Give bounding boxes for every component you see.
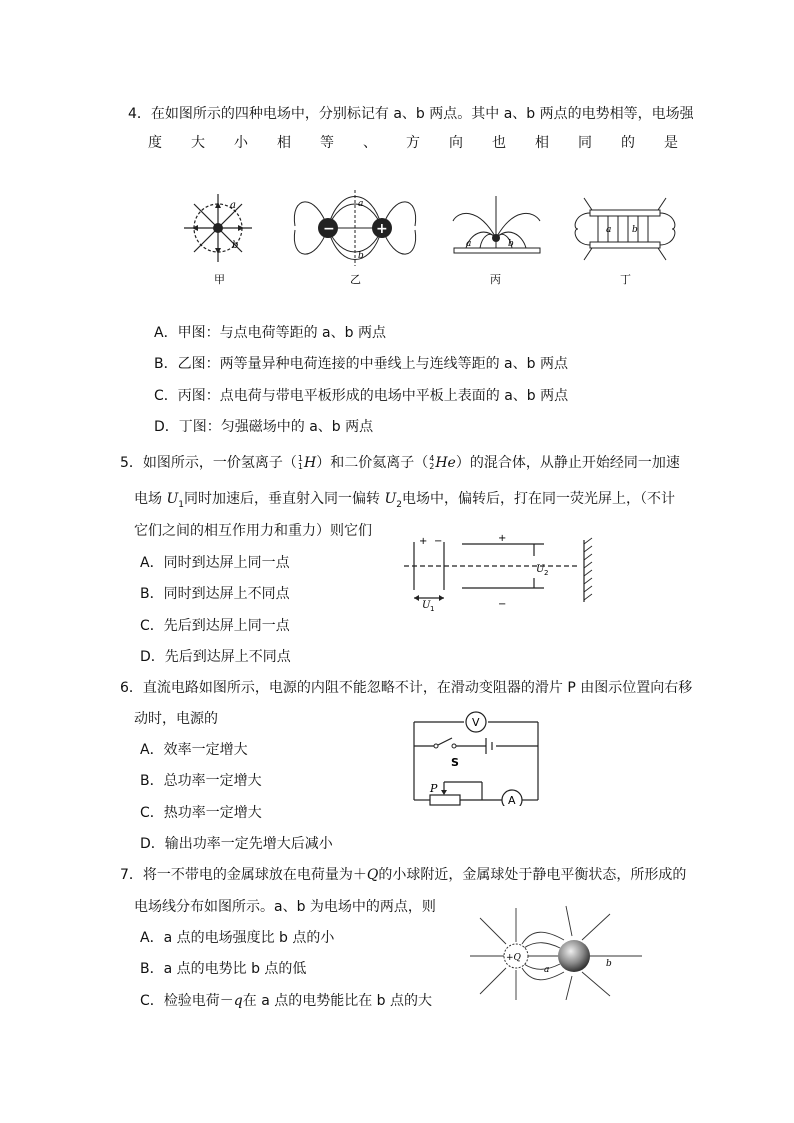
- q7-option-c[interactable]: [140, 990, 432, 1010]
- q5-fig-plate-plus: +: [498, 533, 507, 544]
- u2-subscript: 2: [396, 499, 402, 510]
- q5-option-b[interactable]: B．同时到达屏上不同点: [140, 586, 290, 602]
- q4-char: 小: [234, 135, 248, 151]
- voltmeter-label: V: [472, 716, 480, 729]
- figure-ding: [570, 186, 680, 286]
- yi-plus: +: [376, 221, 388, 237]
- u1-subscript: 1: [178, 499, 184, 510]
- q5-stem-line1: [120, 452, 680, 472]
- q4-stem-line2: [148, 132, 678, 152]
- q6-option-d[interactable]: D．输出功率一定先增大后减小: [140, 836, 333, 852]
- q7-stem-line1: [120, 864, 686, 884]
- q4-char: 向: [449, 135, 463, 151]
- bing-label-a: a: [466, 239, 472, 249]
- q-symbol: q: [233, 993, 243, 1009]
- ding-label-b: b: [632, 225, 638, 235]
- q5-text: 同时加速后，垂直射入同一偏转: [184, 491, 385, 507]
- q5-option-a[interactable]: A．同时到达屏上同一点: [140, 555, 290, 571]
- h-charge: 1: [297, 462, 304, 471]
- q5-fig-u2: U: [536, 564, 545, 575]
- slider-label: P: [430, 782, 438, 795]
- q4-char: 方: [406, 135, 420, 151]
- q4-char: 的: [621, 135, 635, 151]
- q4-stem-line1: 4．在如图所示的四种电场中，分别标记有 a、b 两点。其中 a、b 两点的电势相等，电场强: [128, 106, 694, 122]
- q4-char: 大: [191, 135, 205, 151]
- q7-text: 7．将一不带电的金属球放在电荷量为＋: [120, 867, 367, 883]
- q7-text: 在 a 点的电势能比在 b 点的大: [242, 993, 433, 1009]
- q5-fig-u2-sub: 2: [544, 569, 549, 577]
- q4-option-b[interactable]: B．乙图：两等量异种电荷连接的中垂线上与连线等距的 a、b 两点: [154, 356, 568, 372]
- q4-char: 等: [320, 135, 334, 151]
- he-nuclide: [429, 455, 434, 471]
- h-mass: 1: [297, 454, 304, 463]
- q7-text: 的小球附近，金属球处于静电平衡状态，所形成的: [378, 867, 687, 883]
- q7-label-a: a: [544, 965, 550, 975]
- figure-bing: [448, 186, 548, 286]
- bing-label-b: b: [508, 239, 514, 249]
- q6-stem-line1: 6．直流电路如图所示，电源的内阻不能忽略不计，在滑动变阻器的滑片 P 由图示位置向右移: [120, 680, 693, 696]
- q5-text: ）和二价氦离子（: [316, 455, 429, 471]
- ammeter-label: A: [508, 794, 516, 806]
- q7-stem-line2: 电场线分布如图所示。a、b 为电场中的两点，则: [134, 899, 436, 915]
- q5-text: ）的混合体，从静止开始经同一加速: [455, 455, 680, 471]
- figure-yi: [290, 186, 420, 286]
- yi-label-a: a: [358, 199, 364, 209]
- q5-text: 5．如图所示，一价氢离子（: [120, 455, 297, 471]
- q7-option-b[interactable]: B．a 点的电势比 b 点的低: [140, 961, 307, 977]
- he-symbol: He: [435, 455, 456, 471]
- caption-bing: 丙: [490, 273, 501, 286]
- q5-option-d[interactable]: D．先后到达屏上不同点: [140, 649, 291, 665]
- figure-q6-circuit: [406, 710, 546, 806]
- caption-ding: 丁: [620, 273, 631, 286]
- q4-option-c[interactable]: C．丙图：点电荷与带电平板形成的电场中平板上表面的 a、b 两点: [154, 388, 569, 404]
- h-nuclide: [298, 455, 303, 471]
- caption-jia: 甲: [214, 273, 225, 286]
- q5-fig-minus: −: [434, 536, 443, 547]
- he-charge: 2: [429, 462, 435, 471]
- q5-fig-plus: +: [419, 536, 428, 547]
- q5-stem-line3: 它们之间的相互作用力和重力）则它们: [134, 523, 372, 539]
- q5-option-c[interactable]: C．先后到达屏上同一点: [140, 618, 290, 634]
- q5-fig-u1: U: [422, 600, 431, 611]
- q6-stem-line2: 动时，电源的: [134, 711, 218, 727]
- caption-yi: 乙: [350, 273, 361, 286]
- switch-label: S: [451, 756, 459, 769]
- h-symbol: H: [304, 455, 317, 471]
- q7-option-a[interactable]: A．a 点的电场强度比 b 点的小: [140, 930, 335, 946]
- q5-stem-line2: [134, 488, 675, 510]
- q7-charge-label: +Q: [506, 953, 521, 963]
- q-symbol: Q: [366, 867, 379, 883]
- q4-char: 也: [492, 135, 506, 151]
- q6-option-b[interactable]: B．总功率一定增大: [140, 773, 262, 789]
- ding-label-a: a: [606, 225, 612, 235]
- q4-char: 是: [664, 135, 678, 151]
- jia-label-a: a: [230, 200, 236, 211]
- q6-option-a[interactable]: A．效率一定增大: [140, 742, 248, 758]
- yi-minus: −: [323, 221, 335, 237]
- q7-text: C．检验电荷－: [140, 993, 234, 1009]
- q4-char: 同: [578, 135, 592, 151]
- figure-q5-apparatus: [404, 532, 604, 612]
- q4-option-a[interactable]: A．甲图：与点电荷等距的 a、b 两点: [154, 325, 386, 341]
- q5-text: 电场: [134, 491, 167, 507]
- q6-option-c[interactable]: C．热功率一定增大: [140, 805, 262, 821]
- q4-char: 、: [363, 135, 377, 151]
- figure-jia: [180, 186, 260, 286]
- q4-option-d[interactable]: D．丁图：匀强磁场中的 a、b 两点: [154, 419, 374, 435]
- q5-text: 电场中，偏转后，打在同一荧光屏上，（不计: [402, 491, 675, 507]
- yi-label-b: b: [358, 251, 364, 261]
- u1-symbol: U: [166, 491, 179, 507]
- he-mass: 4: [429, 454, 435, 463]
- q4-char: 相: [277, 135, 291, 151]
- q5-fig-plate-minus: −: [498, 599, 507, 610]
- q7-label-b: b: [606, 959, 612, 969]
- u2-symbol: U: [384, 491, 397, 507]
- q5-fig-u1-sub: 1: [430, 605, 435, 612]
- q4-char: 度: [148, 135, 162, 151]
- jia-label-b: b: [232, 240, 239, 251]
- figure-q7-field: [466, 900, 646, 1000]
- q4-char: 相: [535, 135, 549, 151]
